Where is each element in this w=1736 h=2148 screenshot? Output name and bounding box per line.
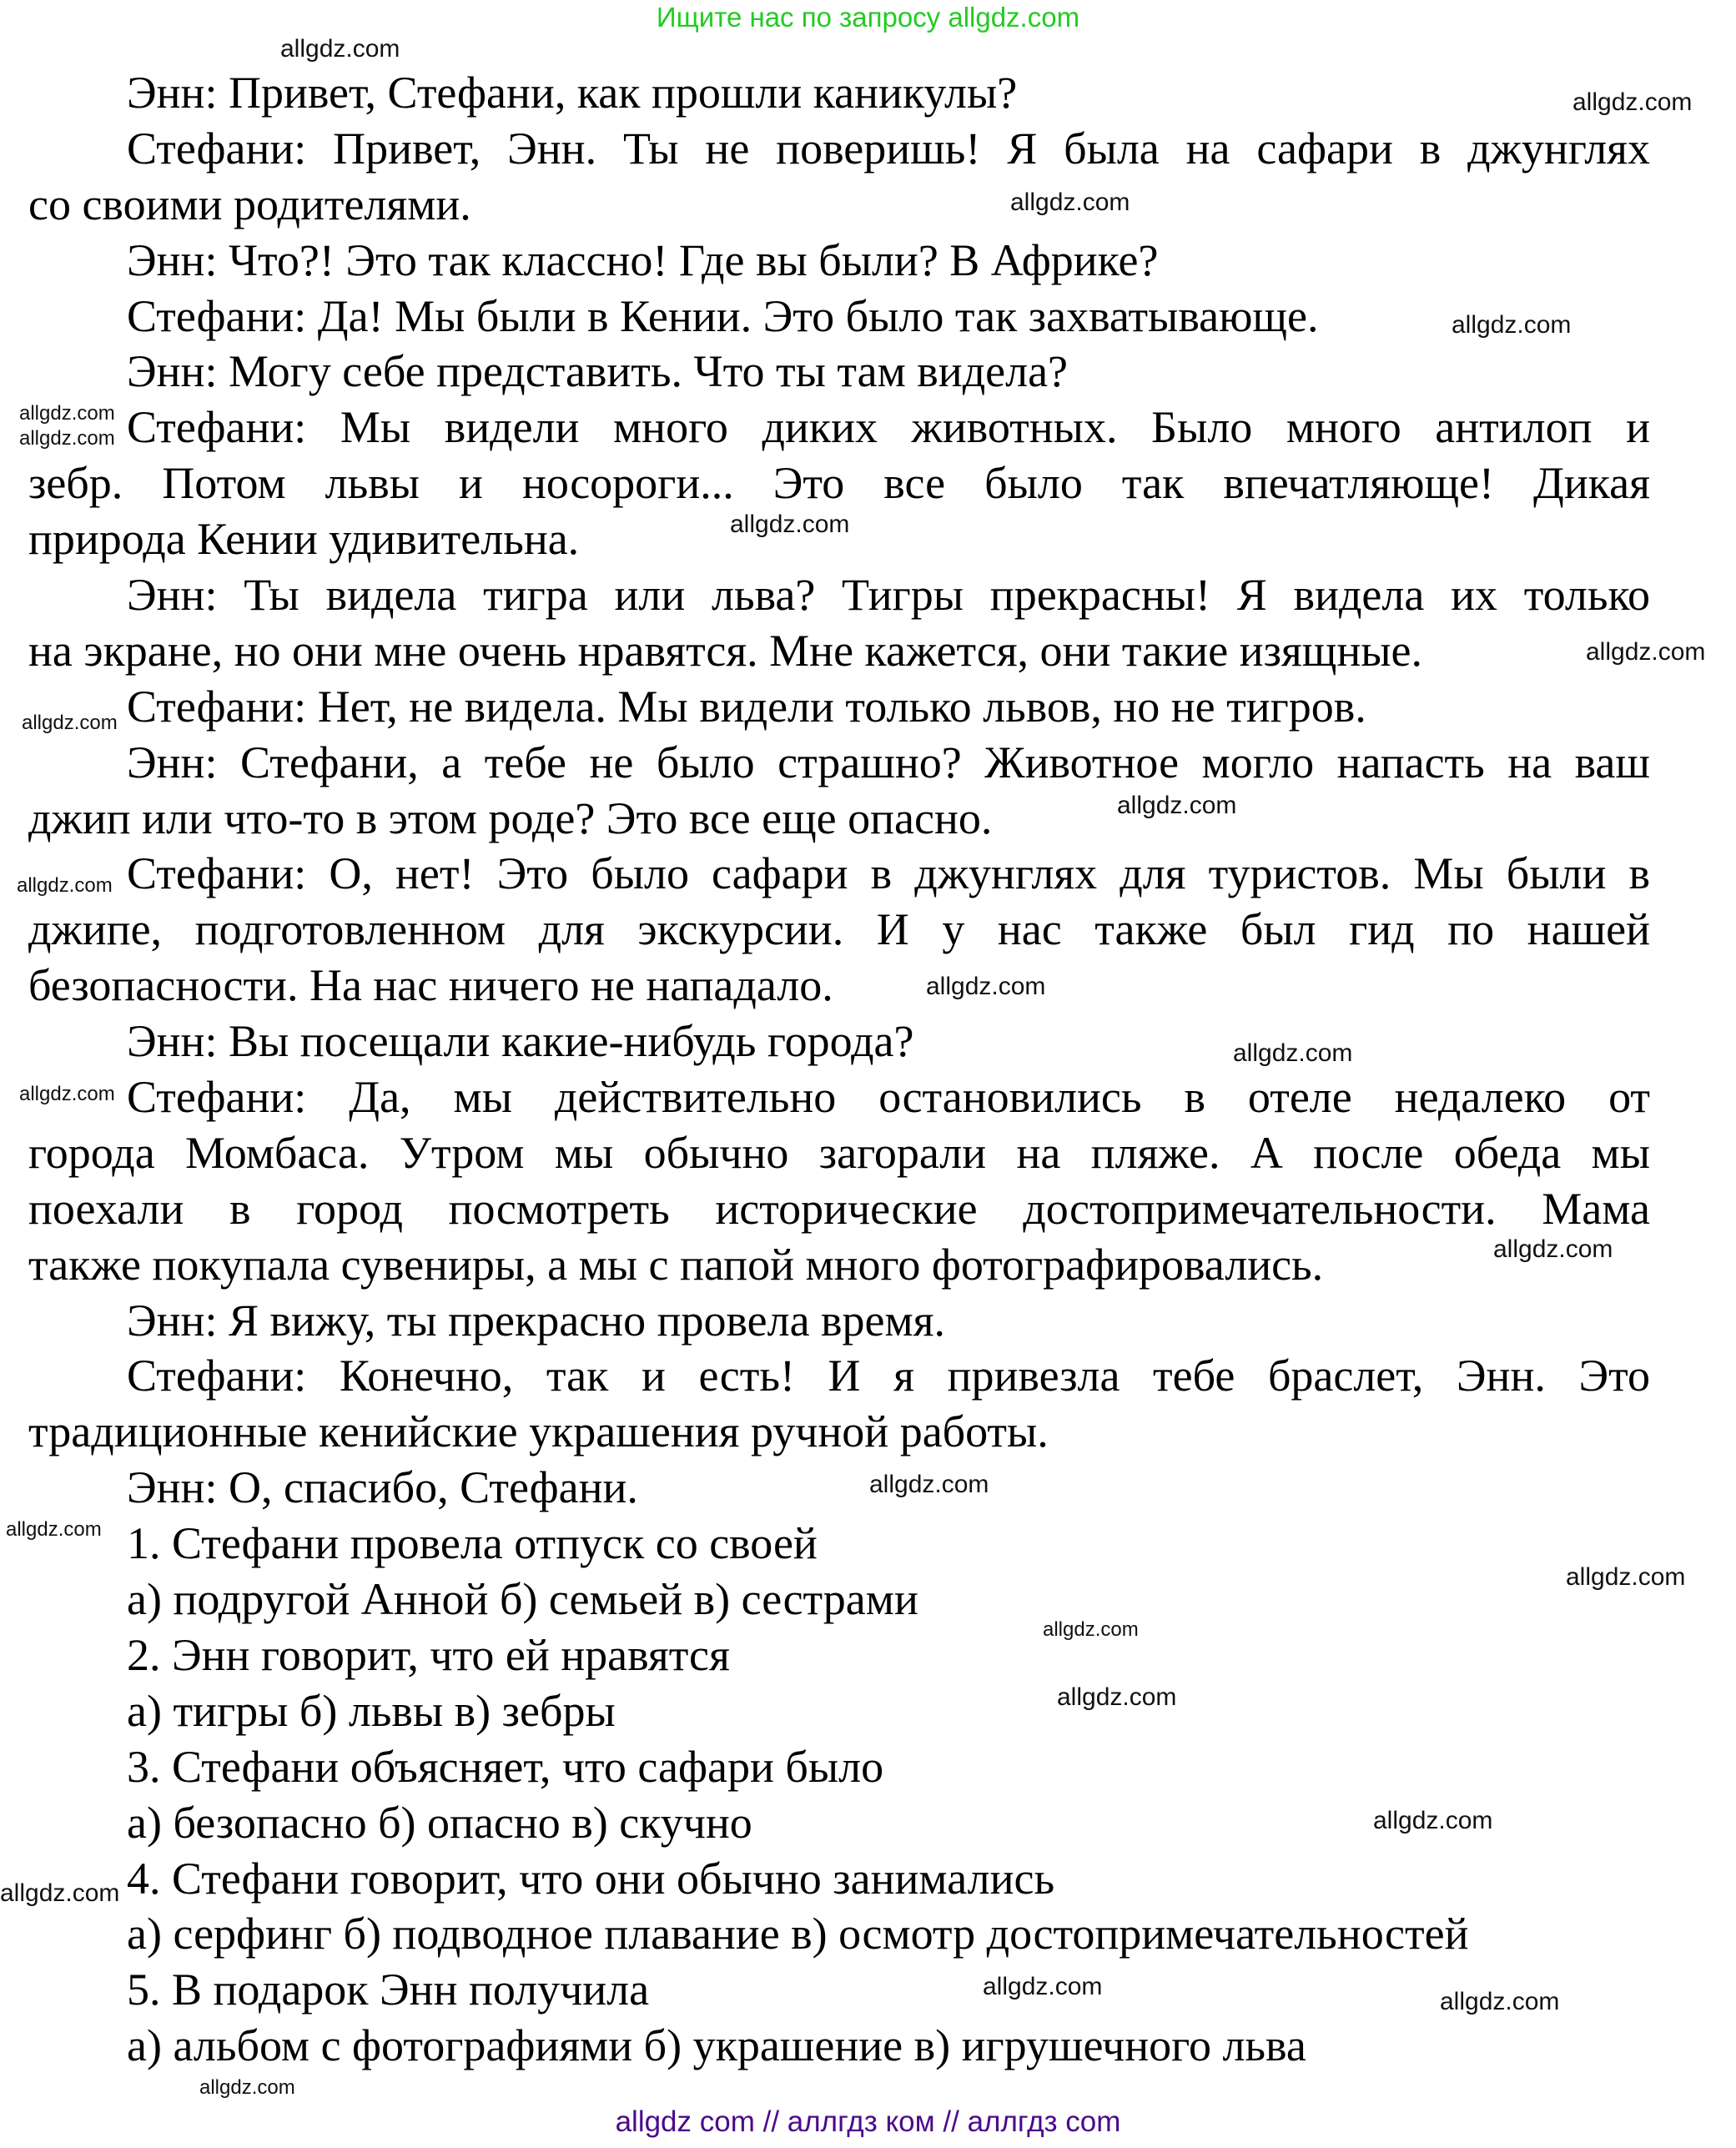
answer-options: а) альбом с фотографиями б) украшение в) игрушечного льва bbox=[127, 2020, 1306, 2071]
text-line: Стефани: Нет, не видела. Мы видели только львов, но не тигров. bbox=[127, 681, 1366, 732]
text-line: Энн: Что?! Это так классно! Где вы были? В Африке? bbox=[127, 234, 1159, 285]
watermark: allgdz.com bbox=[19, 1083, 115, 1105]
text-line: Стефани: Да, мы действительно остановились в отеле недалеко от bbox=[127, 1072, 1650, 1123]
text-line: джипе, подготовленном для экскурсии. И у нас также был гид по нашей bbox=[28, 904, 1650, 955]
watermark: allgdz.com bbox=[22, 712, 118, 734]
watermark: allgdz.com bbox=[926, 973, 1046, 1000]
watermark: allgdz.com bbox=[983, 1973, 1103, 2000]
watermark: allgdz.com bbox=[280, 35, 400, 63]
text-line: Стефани: Да! Мы были в Кении. Это было так захватывающе. bbox=[127, 290, 1319, 341]
text-line: на экране, но они мне очень нравятся. Мне кажется, они такие изящные. bbox=[28, 625, 1422, 676]
footer-site-names: allgdz com // аллгдз ком // аллгдз com bbox=[615, 2105, 1121, 2138]
text-line: Энн: Я вижу, ты прекрасно провела время. bbox=[127, 1295, 946, 1346]
watermark: allgdz.com bbox=[19, 402, 115, 425]
watermark: allgdz.com bbox=[1493, 1235, 1613, 1263]
watermark: allgdz.com bbox=[19, 427, 115, 450]
text-line: Стефани: О, нет! Это было сафари в джунглях для туристов. Мы были в bbox=[127, 848, 1650, 899]
question-line: 2. Энн говорит, что ей нравятся bbox=[127, 1629, 730, 1680]
watermark: allgdz.com bbox=[1373, 1807, 1493, 1834]
watermark: allgdz.com bbox=[0, 1879, 120, 1907]
text-line: Энн: О, спасибо, Стефани. bbox=[127, 1462, 638, 1513]
header-search-hint: Ищите нас по запросу allgdz.com bbox=[656, 2, 1080, 33]
answer-options: а) безопасно б) опасно в) скучно bbox=[127, 1797, 752, 1848]
text-line: природа Кении удивительна. bbox=[28, 514, 580, 565]
text-line: со своими родителями. bbox=[28, 179, 471, 229]
text-line: города Момбаса. Утром мы обычно загорали на пляже. А после обеда мы bbox=[28, 1127, 1650, 1178]
question-line: 3. Стефани объясняет, что сафари было bbox=[127, 1741, 884, 1792]
watermark: allgdz.com bbox=[6, 1518, 102, 1541]
watermark: allgdz.com bbox=[17, 874, 113, 897]
text-line: зебр. Потом львы и носороги... Это все было так впечатляюще! Дикая bbox=[28, 458, 1650, 509]
text-line: Энн: Ты видела тигра или льва? Тигры прекрасны! Я видела их только bbox=[127, 570, 1650, 621]
text-line: безопасности. На нас ничего не нападало. bbox=[28, 960, 833, 1011]
text-line: Энн: Могу себе представить. Что ты там видела? bbox=[127, 346, 1069, 397]
watermark: allgdz.com bbox=[1452, 311, 1572, 339]
text-line: Стефани: Привет, Энн. Ты не поверишь! Я была на сафари в джунглях bbox=[127, 123, 1650, 174]
watermark: allgdz.com bbox=[1057, 1683, 1177, 1711]
watermark: allgdz.com bbox=[1117, 792, 1237, 819]
text-line: поехали в город посмотреть исторические достопримечательности. Мама bbox=[28, 1183, 1650, 1234]
answer-options: а) серфинг б) подводное плавание в) осмотр достопримечательностей bbox=[127, 1909, 1469, 1959]
watermark: allgdz.com bbox=[1566, 1563, 1686, 1591]
text-line: Энн: Привет, Стефани, как прошли каникулы? bbox=[127, 68, 1018, 118]
dialogue-text bbox=[28, 65, 1650, 2074]
watermark: allgdz.com bbox=[1440, 1988, 1560, 2015]
watermark: allgdz.com bbox=[1586, 638, 1706, 666]
answer-options: а) тигры б) львы в) зебры bbox=[127, 1685, 616, 1736]
watermark: allgdz.com bbox=[1043, 1618, 1139, 1641]
text-line: Стефани: Мы видели много диких животных. Было много антилоп и bbox=[127, 402, 1650, 453]
watermark: allgdz.com bbox=[869, 1471, 989, 1498]
question-line: 1. Стефани провела отпуск со своей bbox=[127, 1518, 818, 1569]
text-line: Энн: Вы посещали какие-нибудь города? bbox=[127, 1016, 914, 1067]
text-line: Стефани: Конечно, так и есть! И я привезла тебе браслет, Энн. Это bbox=[127, 1351, 1650, 1401]
text-line: джип или что-то в этом роде? Это все еще опасно. bbox=[28, 792, 993, 843]
question-line: 4. Стефани говорит, что они обычно занимались bbox=[127, 1853, 1055, 1904]
text-line: Энн: Стефани, а тебе не было страшно? Животное могло напасть на ваш bbox=[127, 737, 1650, 787]
text-line: традиционные кенийские украшения ручной работы. bbox=[28, 1406, 1049, 1457]
watermark: allgdz.com bbox=[1010, 189, 1130, 216]
answer-options: а) подругой Анной б) семьей в) сестрами bbox=[127, 1574, 918, 1625]
watermark: allgdz.com bbox=[1233, 1039, 1353, 1067]
question-line: 5. В подарок Энн получила bbox=[127, 1964, 650, 2015]
watermark: allgdz.com bbox=[1572, 88, 1693, 116]
text-line: также покупала сувениры, а мы с папой много фотографировались. bbox=[28, 1239, 1324, 1290]
watermark: allgdz.com bbox=[730, 511, 850, 538]
watermark: allgdz.com bbox=[199, 2076, 295, 2099]
